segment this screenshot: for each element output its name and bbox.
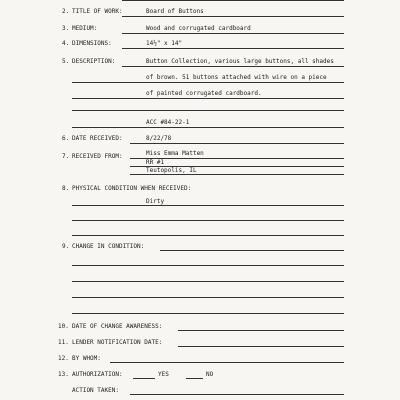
- item-10-number: 10.: [58, 323, 69, 330]
- date-received-label: DATE RECEIVED:: [72, 135, 123, 142]
- description-rule-4: [72, 110, 344, 111]
- physical-condition-label: PHYSICAL CONDITION WHEN RECEIVED:: [72, 185, 192, 192]
- dimensions-label: DIMENSIONS:: [72, 40, 112, 47]
- authorization-yes-blank: [133, 378, 155, 379]
- description-line-2: of brown. 51 buttons attached with wire on a piece: [146, 74, 327, 81]
- item-4-number: 4.: [62, 40, 70, 47]
- description-line-1: Button Collection, various large buttons, all shades: [146, 58, 334, 65]
- description-rule-2: [72, 82, 344, 83]
- item-7-number: 7.: [62, 153, 70, 160]
- item-5-number: 5.: [62, 58, 70, 65]
- title-of-work-label: TITLE OF WORK:: [72, 8, 123, 15]
- medium-rule: [122, 33, 344, 34]
- action-taken-label: ACTION TAKEN:: [72, 387, 119, 394]
- accession-number: ACC #84-22-1: [146, 119, 190, 126]
- lender-notification-rule: [178, 346, 344, 347]
- physical-condition-rule-1: [72, 205, 344, 206]
- top-rule: [122, 0, 344, 1]
- change-in-condition-label: CHANGE IN CONDITION:: [72, 243, 145, 250]
- received-from-line-2: RR #1: [146, 159, 165, 166]
- medium-value: Wood and corrugated cardboard: [146, 25, 251, 32]
- item-3-number: 3.: [62, 25, 70, 32]
- by-whom-rule: [110, 362, 344, 363]
- date-received-value: 8/22/78: [146, 135, 172, 142]
- authorization-no-label: NO: [206, 371, 214, 378]
- by-whom-label: BY WHOM:: [72, 355, 101, 362]
- change-awareness-rule: [178, 330, 344, 331]
- lender-notification-label: LENDER NOTIFICATION DATE:: [72, 339, 163, 346]
- description-rule-3: [72, 98, 344, 99]
- item-8-number: 8.: [62, 185, 70, 192]
- change-in-condition-rule-1: [160, 250, 344, 251]
- authorization-yes-label: YES: [158, 371, 169, 378]
- authorization-no-blank: [186, 378, 203, 379]
- dimensions-rule: [122, 48, 344, 49]
- change-in-condition-rule-3: [72, 281, 344, 282]
- item-13-number: 13.: [58, 371, 69, 378]
- title-of-work-value: Board of Buttons: [146, 8, 204, 15]
- change-in-condition-rule-2: [72, 265, 344, 266]
- description-line-3: of painted corrugated cardboard.: [146, 90, 262, 97]
- title-of-work-rule: [122, 16, 344, 17]
- change-in-condition-rule-5: [72, 313, 344, 314]
- item-2-number: 2.: [62, 8, 70, 15]
- received-from-label: RECEIVED FROM:: [72, 153, 123, 160]
- date-received-rule: [130, 143, 344, 144]
- received-from-line-3: Teutopolis, IL: [146, 167, 197, 174]
- item-11-number: 11.: [58, 339, 69, 346]
- action-taken-rule: [130, 394, 344, 395]
- received-from-line-1: Miss Emma Matten: [146, 150, 204, 157]
- change-in-condition-rule-4: [72, 297, 344, 298]
- authorization-label: AUTHORIZATION:: [72, 371, 123, 378]
- dimensions-value: 14½" x 14": [146, 40, 183, 47]
- item-6-number: 6.: [62, 135, 70, 142]
- received-from-rule-3: [130, 174, 344, 175]
- item-12-number: 12.: [58, 355, 69, 362]
- item-9-number: 9.: [62, 243, 70, 250]
- description-rule-5: [72, 127, 344, 128]
- change-awareness-label: DATE OF CHANGE AWARENESS:: [72, 323, 163, 330]
- description-label: DESCRIPTION:: [72, 58, 116, 65]
- description-rule-1: [122, 66, 344, 67]
- physical-condition-rule-2: [72, 220, 344, 221]
- physical-condition-value: Dirty: [146, 198, 165, 205]
- medium-label: MEDIUM:: [72, 25, 98, 32]
- physical-condition-rule-3: [72, 235, 344, 236]
